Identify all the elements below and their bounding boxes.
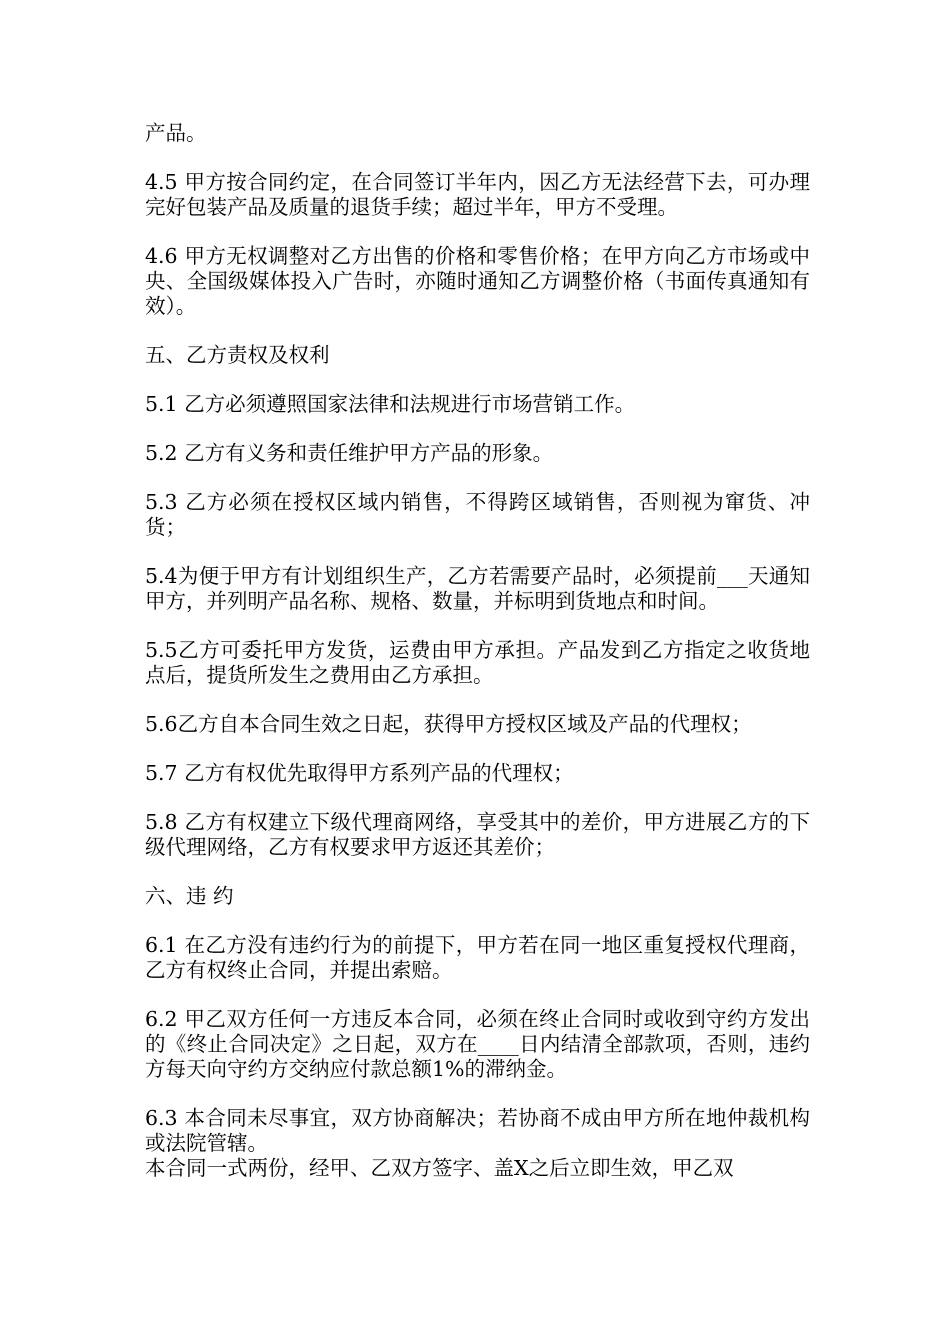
clause-6-1: 6.1 在乙方没有违约行为的前提下，甲方若在同一地区重复授权代理商，乙方有权终止合同，并提出索赔。 — [145, 933, 810, 982]
clause-5-6: 5.6乙方自本合同生效之日起，获得甲方授权区域及产品的代理权； — [145, 712, 752, 736]
clause-5-8: 5.8 乙方有权建立下级代理商网络，享受其中的差价，甲方进展乙方的下级代理网络，乙方有权要求甲方返还其差价； — [145, 810, 810, 859]
clause-5-7: 5.7 乙方有权优先取得甲方系列产品的代理权； — [145, 761, 574, 785]
clause-4-6: 4.6 甲方无权调整对乙方出售的价格和零售价格；在甲方向乙方市场或中央、全国级媒体投入广告时，亦随时通知乙方调整价格（书面传真通知有效）。 — [145, 244, 810, 318]
document-body — [145, 121, 810, 1181]
clause-5-5: 5.5乙方可委托甲方发货，运费由甲方承担。产品发到乙方指定之收货地点后，提货所发生之费用由乙方承担。 — [145, 638, 810, 687]
clause-5-4: 5.4为便于甲方有计划组织生产，乙方若需要产品时，必须提前___天通知甲方，并列明产品名称、规格、数量，并标明到货地点和时间。 — [145, 564, 810, 613]
clause-5-2: 5.2 乙方有义务和责任维护甲方产品的形象。 — [145, 441, 554, 465]
clause-4-5: 4.5 甲方按合同约定，在合同签订半年内，因乙方无法经营下去，可办理完好包装产品及质量的退货手续；超过半年，甲方不受理。 — [145, 170, 810, 219]
clause-5-3: 5.3 乙方必须在授权区域内销售，不得跨区域销售，否则视为窜货、冲货； — [145, 490, 810, 539]
paragraph-product-end: 产品。 — [145, 121, 207, 145]
clause-6-2: 6.2 甲乙双方任何一方违反本合同，必须在终止合同时或收到守约方发出的《终止合同决定》之日起，双方在____日内结清全部款项，否则，违约方每天向守约方交纳应付款总额1%的滞纳金。 — [145, 1007, 810, 1081]
section-heading-5: 五、乙方责权及权利 — [145, 343, 330, 367]
section-heading-6: 六、违 约 — [145, 884, 234, 908]
clause-5-1: 5.1 乙方必须遵照国家法律和法规进行市场营销工作。 — [145, 392, 636, 416]
closing-paragraph: 本合同一式两份，经甲、乙双方签字、盖X之后立即生效，甲乙双 — [145, 1156, 734, 1180]
clause-6-3: 6.3 本合同未尽事宜，双方协商解决；若协商不成由甲方所在地仲裁机构或法院管辖。 — [145, 1106, 810, 1155]
